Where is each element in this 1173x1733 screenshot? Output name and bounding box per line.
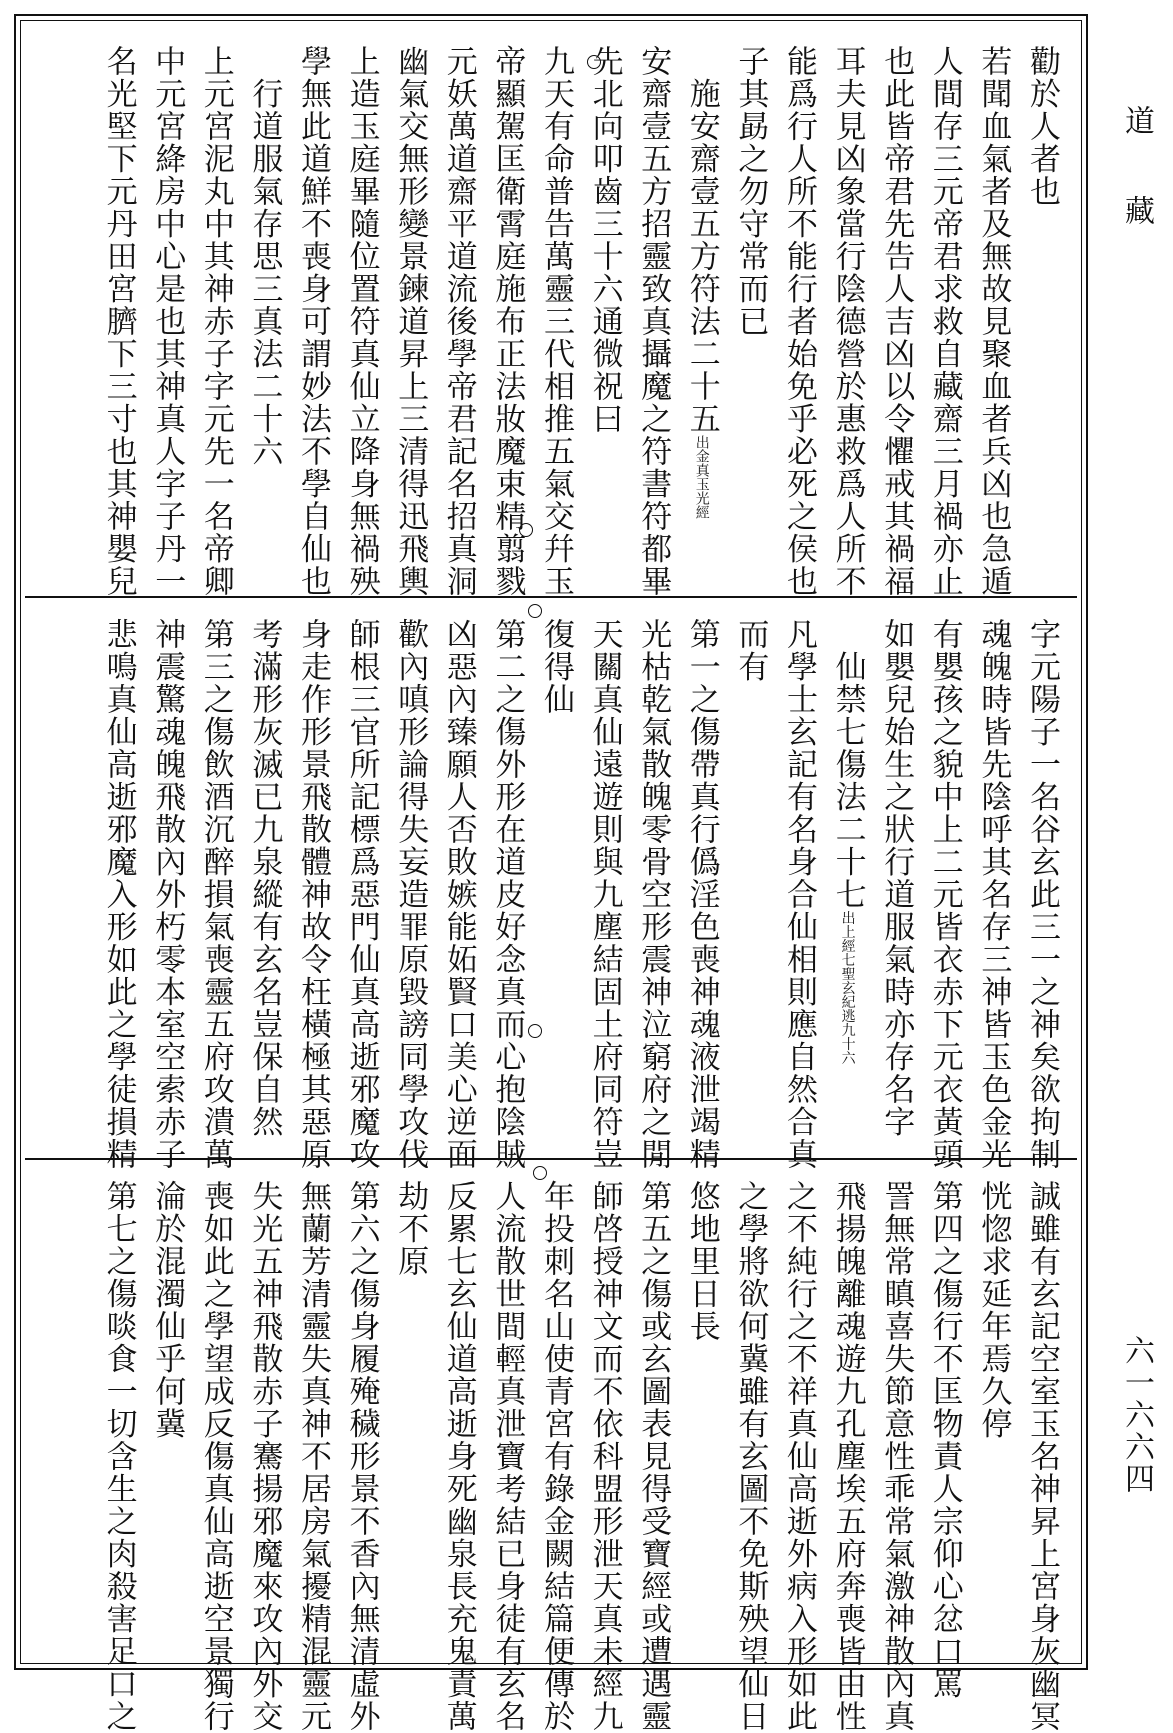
text-line: 反累七玄仙道高逝身死幽泉長充鬼責萬 <box>440 1180 477 1733</box>
text-column <box>873 45 919 598</box>
text-line: 魂魄時皆先陰呼其名存三神皆玉色金光 <box>975 618 1012 1171</box>
text-line: 劫不原 <box>392 1180 429 1278</box>
text-line: 考滿形灰滅已九泉縱有玄名豈保自然 <box>246 618 283 1138</box>
text-line: 光枯乾氣散魄零骨空形震神泣窮府之閒 <box>635 618 672 1171</box>
text-column <box>922 1180 968 1700</box>
collection-label: 道 藏 <box>1119 105 1154 225</box>
text-column <box>582 1180 628 1733</box>
text-line: 神震驚魂魄飛散內外朽零本室空索赤子 <box>149 618 186 1171</box>
text-column <box>727 1180 773 1733</box>
text-line: 年投刺名山使青宮有錄金闕結篇便傳於 <box>538 1180 574 1733</box>
text-column <box>970 618 1016 1171</box>
text-column <box>533 1180 579 1733</box>
text-column <box>825 618 871 1065</box>
text-line: 上造玉庭畢隨位置符真仙立降身無禍殃 <box>343 45 380 598</box>
text-column <box>922 45 968 598</box>
text-line: 凡學士玄記有名身合仙相則應自然合真 <box>781 618 817 1171</box>
text-line: 子其勗之勿守常而已 <box>732 45 769 338</box>
text-line: 學無此道鮮不喪身可謂妙法不學自仙也 <box>295 45 331 598</box>
text-line: 第六之傷身履殗穢形景不香內無清虛外 <box>343 1180 380 1733</box>
text-line: 若聞血氣者及無故見聚血者兵凶也急遁 <box>975 45 1012 598</box>
text-line: 喪如此之學望成反傷真仙高逝空景獨行 <box>197 1180 234 1733</box>
source-note: 出金真玉光經 <box>693 435 710 519</box>
text-line: 凶惡內臻願人否敗嫉能妬賢口美心逆面 <box>440 618 477 1171</box>
text-line: 第三之傷飲酒沉醉損氣喪靈五府攻潰萬 <box>197 618 234 1171</box>
text-line: 飛揚魄離魂遊九孔塵埃五府奔喪皆由性 <box>829 1180 866 1733</box>
text-line: 歡內嗔形論得失妄造罪原毀謗同學攻伐 <box>392 618 429 1171</box>
text-line: 名光堅下元丹田宮臍下三寸也其神嬰兒 <box>100 45 137 598</box>
text-line: 復得仙 <box>538 618 574 716</box>
text-column <box>922 618 968 1171</box>
text-line: 天關真仙遠遊則與九塵結固土府同符豈 <box>586 618 623 1171</box>
text-column <box>290 618 336 1171</box>
text-column <box>679 1180 725 1343</box>
text-line: 仙禁七傷法二十七 <box>829 618 866 911</box>
text-line: 元妖萬道齋平道流後學帝君記名招真洞 <box>440 45 477 598</box>
page-frame <box>14 14 1088 1733</box>
text-region-middle <box>25 596 1077 1171</box>
text-column <box>970 45 1016 598</box>
text-column <box>339 45 385 598</box>
text-column <box>144 1180 190 1440</box>
text-column <box>1019 1180 1065 1733</box>
text-column <box>193 618 239 1171</box>
source-note: 出上經七聖玄紀逃九十六 <box>839 910 856 1065</box>
text-line: 詈無常瞋喜失節意性乖常氣激神散內真 <box>878 1180 915 1733</box>
text-line: 人流散世間輕真泄寶考結已身徒有玄名 <box>489 1180 526 1733</box>
text-column <box>630 1180 676 1733</box>
text-line: 也此皆帝君先告人吉凶以令懼戒其禍福 <box>878 45 915 598</box>
text-line: 恍惚求延年焉久停 <box>975 1180 1012 1440</box>
text-column <box>1019 45 1065 208</box>
text-column <box>679 45 725 519</box>
text-column <box>630 45 676 598</box>
text-line: 安齋壹五方招靈致真攝魔之符書符都畢 <box>635 45 672 598</box>
text-column <box>727 45 773 338</box>
paragraph-mark <box>519 523 533 537</box>
text-line: 第五之傷或玄圖表見得受寶經或遭遇靈 <box>635 1180 672 1733</box>
text-column <box>241 618 287 1138</box>
text-region-bottom <box>25 1158 1077 1733</box>
text-column <box>776 618 822 1171</box>
text-column <box>193 45 239 598</box>
text-column <box>436 1180 482 1733</box>
text-line: 幽氣交無形變景鍊道昇上三清得迅飛輿 <box>392 45 429 598</box>
text-line: 能爲行人所不能行者始免乎必死之侯也 <box>781 45 817 598</box>
page-number: 六一六六四 <box>1119 1335 1154 1495</box>
text-line: 中元宮絳房中心是也其神真人字子丹一 <box>149 45 186 598</box>
text-line: 如嬰兒始生之狀行道服氣時亦存名字 <box>878 618 915 1138</box>
text-column <box>582 618 628 1171</box>
text-line: 而有 <box>732 618 769 683</box>
text-line: 悲鳴真仙高逝邪魔入形如此之學徒損精 <box>100 618 137 1171</box>
text-column <box>582 45 628 435</box>
text-column <box>387 45 433 598</box>
text-column <box>484 618 530 1171</box>
text-line: 九天有命普告萬靈三代相推五氣交幷玉 <box>538 45 574 598</box>
text-column <box>290 45 336 598</box>
text-column <box>387 1180 433 1278</box>
text-line: 上元宮泥丸中其神赤子字元先一名帝卿 <box>197 45 234 598</box>
text-column <box>96 45 142 598</box>
text-column <box>339 618 385 1171</box>
text-line: 字元陽子一名谷玄此三一之神矣欲拘制 <box>1024 618 1060 1171</box>
text-line: 之不純行之不祥真仙高逝外病入形如此 <box>781 1180 817 1733</box>
text-column <box>484 1180 530 1733</box>
text-line: 誠雖有玄記空室玉名神昇上宮身灰幽冥 <box>1024 1180 1060 1733</box>
text-column <box>144 618 190 1171</box>
text-column <box>290 1180 336 1733</box>
text-line: 師啓授神文而不依科盟形泄天真未經九 <box>586 1180 623 1733</box>
text-column <box>776 45 822 598</box>
text-line: 帝顯駕匡衛霄庭施布正法妝魔束精翦戮 <box>489 45 526 598</box>
text-column <box>96 618 142 1171</box>
text-column <box>873 1180 919 1733</box>
text-line: 第四之傷行不匡物責人宗仰心忿口罵 <box>926 1180 963 1700</box>
text-line: 有嬰孩之貌中上二元皆衣赤下元衣黃頭 <box>926 618 963 1171</box>
text-line: 悠地里日長 <box>683 1180 720 1343</box>
text-column <box>436 618 482 1171</box>
text-column <box>776 1180 822 1733</box>
text-line: 行道服氣存思三真法二十六 <box>246 45 283 468</box>
text-column <box>144 45 190 598</box>
text-column <box>825 1180 871 1733</box>
text-line: 耳夫見凶象當行陰德營於惠救爲人所不 <box>829 45 866 598</box>
text-column <box>533 618 579 716</box>
text-line: 勸於人者也 <box>1024 45 1060 208</box>
text-column <box>241 45 287 468</box>
text-column <box>825 45 871 598</box>
text-column <box>193 1180 239 1733</box>
text-column <box>630 618 676 1171</box>
text-line: 師根三官所記標爲惡門仙真高逝邪魔攻 <box>343 618 380 1171</box>
text-line: 失光五神飛散赤子騫揚邪魔來攻內外交 <box>246 1180 283 1733</box>
text-line: 第七之傷啖食一切含生之肉殺害足口之 <box>100 1180 137 1733</box>
text-line: 第一之傷帶真行僞淫色喪神魂液泄竭精 <box>683 618 720 1171</box>
text-column <box>679 618 725 1171</box>
text-column <box>339 1180 385 1733</box>
text-line: 淪於混濁仙乎何冀 <box>149 1180 186 1440</box>
text-line: 無蘭芳清靈失真神不居房氣擾精混靈元 <box>295 1180 331 1733</box>
text-line: 身走作形景飛散體神故令枉橫極其惡原 <box>295 618 331 1171</box>
text-column <box>873 618 919 1138</box>
paragraph-mark <box>528 1024 542 1038</box>
text-region-top <box>25 25 1077 598</box>
text-column <box>484 45 530 598</box>
text-column <box>241 1180 287 1733</box>
text-line: 之學將欲何冀雖有玄圖不免斯殃望仙日 <box>732 1180 769 1733</box>
paragraph-mark <box>528 604 542 618</box>
paragraph-mark <box>587 55 601 69</box>
text-line: 先北向叩齒三十六通微祝曰 <box>586 45 623 435</box>
text-column <box>970 1180 1016 1440</box>
text-column <box>387 618 433 1171</box>
text-line: 人間存三元帝君求救自藏齋三月禍亦止 <box>926 45 963 598</box>
text-column <box>533 45 579 598</box>
text-column <box>436 45 482 598</box>
text-column <box>727 618 773 683</box>
paragraph-mark <box>533 1166 547 1180</box>
text-line: 第二之傷外形在道皮好念真而心抱陰賊 <box>489 618 526 1171</box>
text-column <box>96 1180 142 1733</box>
text-column <box>1019 618 1065 1171</box>
text-line: 施安齋壹五方符法二十五 <box>683 45 720 435</box>
